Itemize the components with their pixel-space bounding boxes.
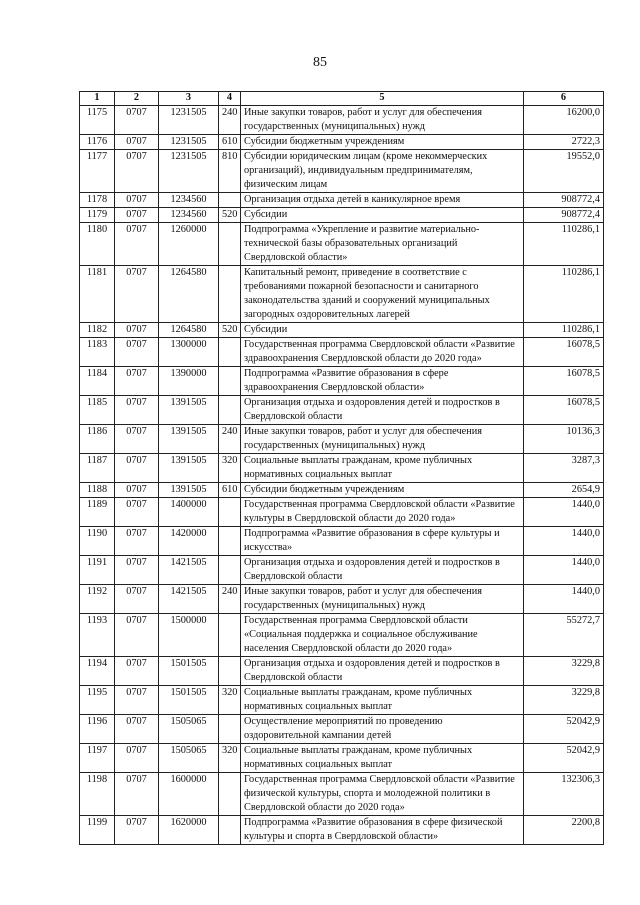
- target-code: 1231505: [159, 150, 219, 193]
- row-number: 1198: [80, 773, 115, 816]
- amount: 110286,1: [524, 266, 604, 323]
- item-name: Субсидии: [241, 323, 524, 338]
- expense-type: [219, 193, 241, 208]
- row-number: 1180: [80, 223, 115, 266]
- expense-type: 320: [219, 454, 241, 483]
- target-code: 1420000: [159, 527, 219, 556]
- item-name: Субсидии бюджетным учреждениям: [241, 135, 524, 150]
- target-code: 1600000: [159, 773, 219, 816]
- expense-type: [219, 266, 241, 323]
- header-cell: 6: [524, 92, 604, 106]
- section-code: 0707: [115, 498, 159, 527]
- item-name: Подпрограмма «Укрепление и развитие материально-технической базы образовательных организаций Свердловской области»: [241, 223, 524, 266]
- item-name: Организация отдыха детей в каникулярное время: [241, 193, 524, 208]
- table-row: [80, 367, 604, 396]
- expense-type: 810: [219, 150, 241, 193]
- row-number: 1192: [80, 585, 115, 614]
- table-row: [80, 498, 604, 527]
- table-row: [80, 150, 604, 193]
- amount: 908772,4: [524, 208, 604, 223]
- target-code: 1234560: [159, 193, 219, 208]
- table-row: [80, 816, 604, 845]
- table-row: [80, 323, 604, 338]
- target-code: 1391505: [159, 483, 219, 498]
- row-number: 1177: [80, 150, 115, 193]
- row-number: 1191: [80, 556, 115, 585]
- expense-type: 610: [219, 135, 241, 150]
- table-row: [80, 223, 604, 266]
- expense-type: 240: [219, 106, 241, 135]
- row-number: 1176: [80, 135, 115, 150]
- page-number: 85: [313, 55, 327, 70]
- header-cell: 2: [115, 92, 159, 106]
- section-code: 0707: [115, 816, 159, 845]
- row-number: 1199: [80, 816, 115, 845]
- expense-type: [219, 527, 241, 556]
- expense-type: [219, 223, 241, 266]
- row-number: 1189: [80, 498, 115, 527]
- section-code: 0707: [115, 367, 159, 396]
- header-cell: 5: [241, 92, 524, 106]
- target-code: 1421505: [159, 556, 219, 585]
- item-name: Организация отдыха и оздоровления детей и подростков в Свердловской области: [241, 396, 524, 425]
- expense-type: 520: [219, 208, 241, 223]
- amount: 1440,0: [524, 527, 604, 556]
- amount: 1440,0: [524, 585, 604, 614]
- row-number: 1188: [80, 483, 115, 498]
- item-name: Подпрограмма «Развитие образования в сфере физической культуры и спорта в Свердловской области»: [241, 816, 524, 845]
- item-name: Иные закупки товаров, работ и услуг для обеспечения государственных (муниципальных) нужд: [241, 106, 524, 135]
- item-name: Иные закупки товаров, работ и услуг для обеспечения государственных (муниципальных) нужд: [241, 425, 524, 454]
- amount: 2654,9: [524, 483, 604, 498]
- item-name: Государственная программа Свердловской области «Развитие здравоохранения Свердловской области до 2020 года»: [241, 338, 524, 367]
- expense-type: 320: [219, 686, 241, 715]
- section-code: 0707: [115, 223, 159, 266]
- amount: 908772,4: [524, 193, 604, 208]
- target-code: 1231505: [159, 106, 219, 135]
- target-code: 1421505: [159, 585, 219, 614]
- table-row: [80, 454, 604, 483]
- item-name: Подпрограмма «Развитие образования в сфере культуры и искусства»: [241, 527, 524, 556]
- item-name: Иные закупки товаров, работ и услуг для обеспечения государственных (муниципальных) нужд: [241, 585, 524, 614]
- section-code: 0707: [115, 527, 159, 556]
- target-code: 1300000: [159, 338, 219, 367]
- section-code: 0707: [115, 135, 159, 150]
- row-number: 1178: [80, 193, 115, 208]
- section-code: 0707: [115, 208, 159, 223]
- expense-type: 320: [219, 744, 241, 773]
- section-code: 0707: [115, 657, 159, 686]
- row-number: 1193: [80, 614, 115, 657]
- row-number: 1183: [80, 338, 115, 367]
- header-cell: 4: [219, 92, 241, 106]
- section-code: 0707: [115, 585, 159, 614]
- table-row: [80, 744, 604, 773]
- row-number: 1186: [80, 425, 115, 454]
- item-name: Организация отдыха и оздоровления детей и подростков в Свердловской области: [241, 556, 524, 585]
- target-code: 1391505: [159, 454, 219, 483]
- table-row: [80, 715, 604, 744]
- item-name: Социальные выплаты гражданам, кроме публичных нормативных социальных выплат: [241, 744, 524, 773]
- row-number: 1187: [80, 454, 115, 483]
- amount: 52042,9: [524, 744, 604, 773]
- expense-type: [219, 657, 241, 686]
- expense-type: [219, 816, 241, 845]
- amount: 1440,0: [524, 556, 604, 585]
- row-number: 1184: [80, 367, 115, 396]
- header-row: [80, 92, 604, 106]
- table-row: [80, 106, 604, 135]
- amount: 16200,0: [524, 106, 604, 135]
- item-name: Организация отдыха и оздоровления детей и подростков в Свердловской области: [241, 657, 524, 686]
- amount: 52042,9: [524, 715, 604, 744]
- table-row: [80, 585, 604, 614]
- expense-type: [219, 338, 241, 367]
- expense-type: 240: [219, 585, 241, 614]
- section-code: 0707: [115, 106, 159, 135]
- row-number: 1194: [80, 657, 115, 686]
- item-name: Осуществление мероприятий по проведению оздоровительной кампании детей: [241, 715, 524, 744]
- target-code: 1400000: [159, 498, 219, 527]
- row-number: 1179: [80, 208, 115, 223]
- expense-type: [219, 715, 241, 744]
- expense-type: [219, 614, 241, 657]
- table-row: [80, 266, 604, 323]
- table-row: [80, 396, 604, 425]
- amount: 16078,5: [524, 338, 604, 367]
- expense-type: 520: [219, 323, 241, 338]
- table-row: [80, 657, 604, 686]
- table-row: [80, 425, 604, 454]
- target-code: 1264580: [159, 266, 219, 323]
- table-row: [80, 527, 604, 556]
- target-code: 1260000: [159, 223, 219, 266]
- expense-type: [219, 396, 241, 425]
- table-row: [80, 614, 604, 657]
- section-code: 0707: [115, 396, 159, 425]
- item-name: Капитальный ремонт, приведение в соответствие с требованиями пожарной безопасности и санитарного законодательства зданий и сооружений муниципальных загородных оздоровительных лагерей: [241, 266, 524, 323]
- amount: 2200,8: [524, 816, 604, 845]
- amount: 10136,3: [524, 425, 604, 454]
- item-name: Субсидии бюджетным учреждениям: [241, 483, 524, 498]
- row-number: 1175: [80, 106, 115, 135]
- section-code: 0707: [115, 715, 159, 744]
- table-row: [80, 483, 604, 498]
- row-number: 1181: [80, 266, 115, 323]
- amount: 19552,0: [524, 150, 604, 193]
- row-number: 1182: [80, 323, 115, 338]
- amount: 16078,5: [524, 367, 604, 396]
- section-code: 0707: [115, 338, 159, 367]
- amount: 3229,8: [524, 686, 604, 715]
- target-code: 1501505: [159, 686, 219, 715]
- item-name: Социальные выплаты гражданам, кроме публичных нормативных социальных выплат: [241, 686, 524, 715]
- budget-table: [79, 91, 604, 845]
- expense-type: [219, 556, 241, 585]
- expense-type: [219, 773, 241, 816]
- item-name: Государственная программа Свердловской области «Развитие физической культуры, спорта и молодежной политики в Свердловской области до 2020 года»: [241, 773, 524, 816]
- amount: 3229,8: [524, 657, 604, 686]
- amount: 2722,3: [524, 135, 604, 150]
- section-code: 0707: [115, 425, 159, 454]
- table-row: [80, 338, 604, 367]
- target-code: 1391505: [159, 396, 219, 425]
- row-number: 1190: [80, 527, 115, 556]
- item-name: Государственная программа Свердловской области «Развитие культуры в Свердловской области до 2020 года»: [241, 498, 524, 527]
- table-row: [80, 208, 604, 223]
- table-row: [80, 773, 604, 816]
- row-number: 1185: [80, 396, 115, 425]
- row-number: 1195: [80, 686, 115, 715]
- section-code: 0707: [115, 614, 159, 657]
- target-code: 1505065: [159, 715, 219, 744]
- item-name: Субсидии: [241, 208, 524, 223]
- section-code: 0707: [115, 744, 159, 773]
- amount: 55272,7: [524, 614, 604, 657]
- target-code: 1264580: [159, 323, 219, 338]
- section-code: 0707: [115, 193, 159, 208]
- target-code: 1390000: [159, 367, 219, 396]
- expense-type: 240: [219, 425, 241, 454]
- amount: 1440,0: [524, 498, 604, 527]
- row-number: 1197: [80, 744, 115, 773]
- target-code: 1231505: [159, 135, 219, 150]
- header-cell: 3: [159, 92, 219, 106]
- section-code: 0707: [115, 773, 159, 816]
- item-name: Государственная программа Свердловской области «Социальная поддержка и социальное обслуживание населения Свердловской области до 2020 года»: [241, 614, 524, 657]
- amount: 132306,3: [524, 773, 604, 816]
- expense-type: [219, 498, 241, 527]
- expense-type: [219, 367, 241, 396]
- table-row: [80, 556, 604, 585]
- amount: 110286,1: [524, 323, 604, 338]
- amount: 3287,3: [524, 454, 604, 483]
- item-name: Субсидии юридическим лицам (кроме некоммерческих организаций), индивидуальным предпринимателям, физическим лицам: [241, 150, 524, 193]
- table-row: [80, 135, 604, 150]
- target-code: 1391505: [159, 425, 219, 454]
- section-code: 0707: [115, 556, 159, 585]
- expense-type: 610: [219, 483, 241, 498]
- row-number: 1196: [80, 715, 115, 744]
- section-code: 0707: [115, 454, 159, 483]
- table-row: [80, 686, 604, 715]
- section-code: 0707: [115, 266, 159, 323]
- amount: 110286,1: [524, 223, 604, 266]
- target-code: 1234560: [159, 208, 219, 223]
- item-name: Социальные выплаты гражданам, кроме публичных нормативных социальных выплат: [241, 454, 524, 483]
- section-code: 0707: [115, 686, 159, 715]
- target-code: 1501505: [159, 657, 219, 686]
- section-code: 0707: [115, 150, 159, 193]
- amount: 16078,5: [524, 396, 604, 425]
- target-code: 1620000: [159, 816, 219, 845]
- target-code: 1505065: [159, 744, 219, 773]
- item-name: Подпрограмма «Развитие образования в сфере здравоохранения Свердловской области»: [241, 367, 524, 396]
- section-code: 0707: [115, 323, 159, 338]
- table-row: [80, 193, 604, 208]
- target-code: 1500000: [159, 614, 219, 657]
- header-cell: 1: [80, 92, 115, 106]
- section-code: 0707: [115, 483, 159, 498]
